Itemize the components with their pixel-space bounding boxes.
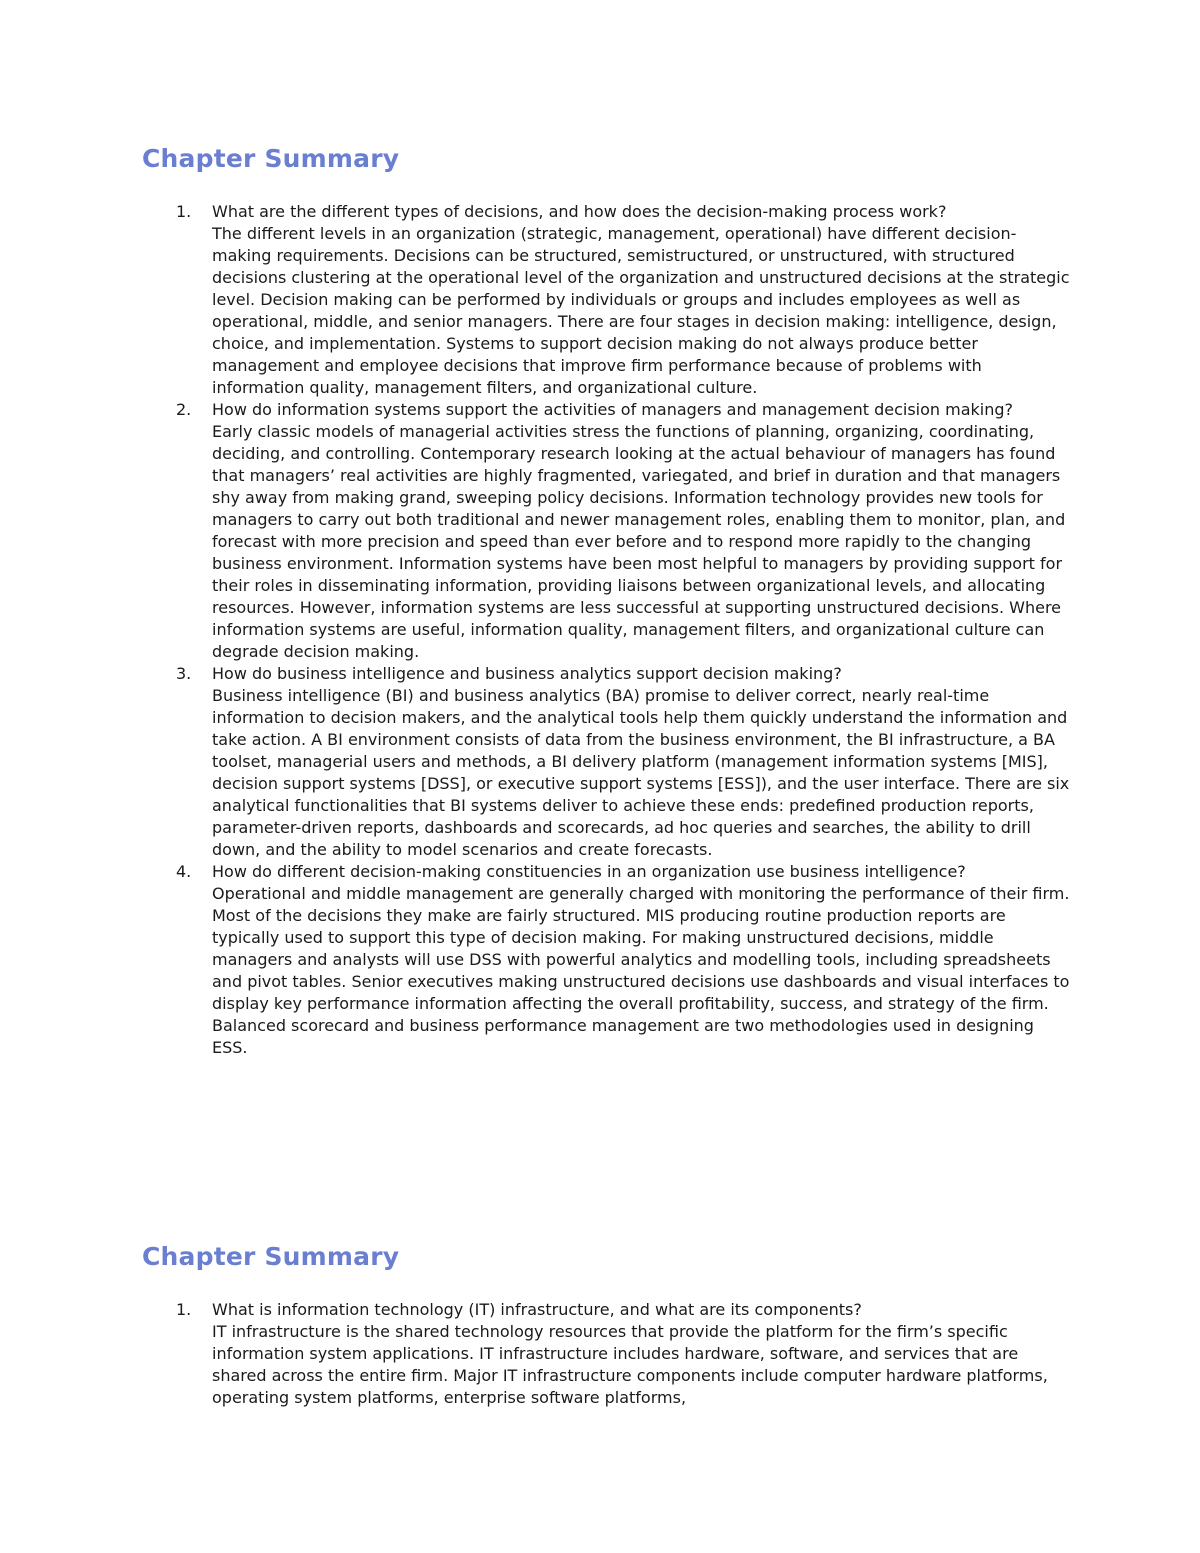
- item-answer: Early classic models of managerial activities stress the functions of planning, organizing, coordinating, deciding, and controlling. Contemporary research looking at the actual behaviour of managers has found that managers’ real activities are highly fragmented, variegated, and brief in duration and that managers shy away from making grand, sweeping policy decisions. Information technology provides new tools for managers to carry out both traditional and newer management roles, enabling them to monitor, plan, and forecast with more precision and speed than ever before and to respond more rapidly to the changing business environment. Information systems have been most helpful to managers by providing support for their roles in disseminating information, providing liaisons between organizational levels, and allocating resources. However, information systems are less successful at supporting unstructured decisions. Where information systems are useful, information quality, management filters, and organizational culture can degrade decision making.: [212, 422, 1066, 661]
- list-item: [142, 399, 1072, 663]
- item-number: 1.: [176, 1300, 192, 1319]
- item-question: How do business intelligence and business analytics support decision making?: [212, 664, 842, 683]
- item-question: How do different decision-making constituencies in an organization use business intelligence?: [212, 862, 966, 881]
- summary-list: [142, 201, 1072, 1059]
- list-item: [142, 663, 1072, 861]
- item-answer: IT infrastructure is the shared technology resources that provide the platform for the firm’s specific information system applications. IT infrastructure includes hardware, software, and services that are shared across the entire firm. Major IT infrastructure components include computer hardware platforms, operating system platforms, enterprise software platforms,: [212, 1322, 1048, 1407]
- section-heading: Chapter Summary: [142, 144, 400, 173]
- item-question: What is information technology (IT) infrastructure, and what are its components?: [212, 1300, 862, 1319]
- item-question: What are the different types of decisions, and how does the decision-making process work?: [212, 202, 947, 221]
- item-answer: The different levels in an organization (strategic, management, operational) have different decision-making requirements. Decisions can be structured, semistructured, or unstructured, with structured decisions clustering at the operational level of the organization and unstructured decisions at the strategic level. Decision making can be performed by individuals or groups and includes employees as well as operational, middle, and senior managers. There are four stages in decision making: intelligence, design, choice, and implementation. Systems to support decision making do not always produce better management and employee decisions that improve firm performance because of problems with information quality, management filters, and organizational culture.: [212, 224, 1070, 397]
- item-number: 1.: [176, 202, 192, 221]
- chapter-summary-section: [142, 142, 1072, 1059]
- item-answer: Operational and middle management are generally charged with monitoring the performance of their firm. Most of the decisions they make are fairly structured. MIS producing routine production reports are typically used to support this type of decision making. For making unstructured decisions, middle managers and analysts will use DSS with powerful analytics and modelling tools, including spreadsheets and pivot tables. Senior executives making unstructured decisions use dashboards and visual interfaces to display key performance information affecting the overall profitability, success, and strategy of the firm. Balanced scorecard and business performance management are two methodologies used in designing ESS.: [212, 884, 1070, 1057]
- list-item: [142, 201, 1072, 399]
- item-number: 2.: [176, 400, 192, 419]
- list-item: [142, 861, 1072, 1059]
- list-item: [142, 1299, 1072, 1409]
- section-heading: Chapter Summary: [142, 1242, 400, 1271]
- item-answer: Business intelligence (BI) and business analytics (BA) promise to deliver correct, nearly real-time information to decision makers, and the analytical tools help them quickly understand the information and take action. A BI environment consists of data from the business environment, the BI infrastructure, a BA toolset, managerial users and methods, a BI delivery platform (management information systems [MIS], decision support systems [DSS], or executive support systems [ESS]), and the user interface. There are six analytical functionalities that BI systems deliver to achieve these ends: predefined production reports, parameter-driven reports, dashboards and scorecards, ad hoc queries and searches, the ability to drill down, and the ability to model scenarios and create forecasts.: [212, 686, 1070, 859]
- item-question: How do information systems support the activities of managers and management decision making?: [212, 400, 1014, 419]
- item-number: 4.: [176, 862, 192, 881]
- chapter-summary-section: [142, 1240, 1072, 1409]
- summary-list: [142, 1299, 1072, 1409]
- item-number: 3.: [176, 664, 192, 683]
